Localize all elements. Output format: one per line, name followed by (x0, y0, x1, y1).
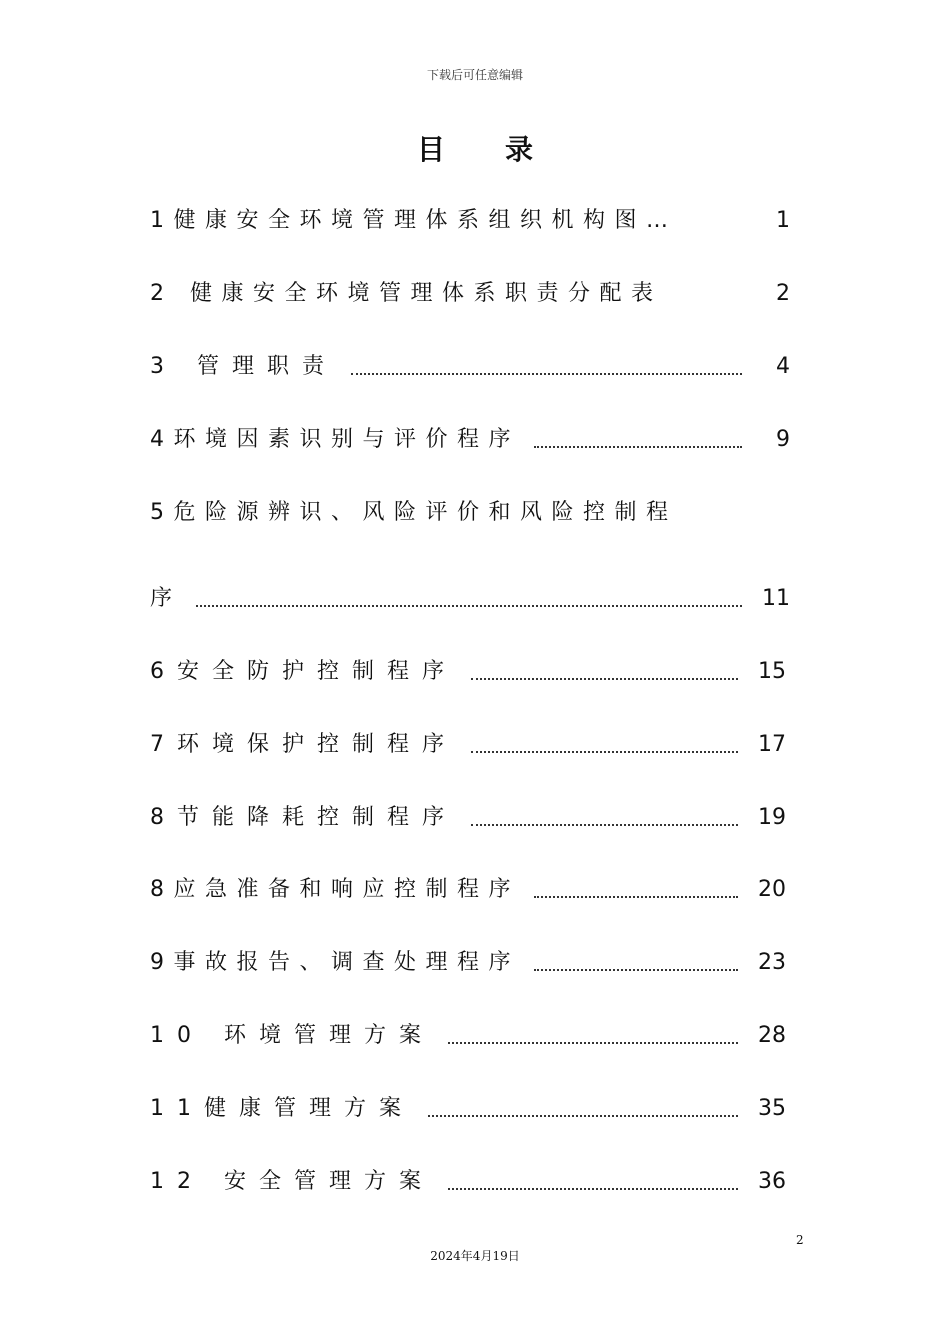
toc-entry[interactable] (150, 1018, 786, 1054)
toc-leader (351, 371, 742, 375)
toc-entry[interactable] (150, 872, 786, 908)
toc-entry[interactable] (150, 581, 790, 617)
toc-entry[interactable] (150, 654, 786, 690)
toc-entry-page: 35 (758, 1096, 786, 1121)
page-number: 2 (796, 1233, 804, 1247)
toc-entry-label: 序 (150, 586, 182, 611)
toc-leader (692, 519, 743, 521)
toc-entry-label: 11健康管理方案 (150, 1096, 414, 1121)
toc-entry[interactable] (150, 945, 786, 981)
toc-entry-label: 1健康安全环境管理体系组织机构图… (150, 208, 678, 233)
toc-leader (471, 822, 738, 826)
toc-entry-label: 8应急准备和响应控制程序 (150, 877, 520, 902)
toc-entry-label: 5危险源辨识、风险评价和风险控制程 (150, 500, 678, 525)
toc-entry-label: 4环境因素识别与评价程序 (150, 427, 520, 452)
toc-leader (428, 1113, 738, 1117)
toc-entry-page: 15 (758, 659, 786, 684)
toc-leader (471, 749, 738, 753)
toc-entry-label: 9事故报告、调查处理程序 (150, 950, 520, 975)
toc-entry-page: 9 (776, 427, 790, 452)
toc-entry-label: 8节能降耗控制程序 (150, 805, 457, 830)
toc-entry[interactable] (150, 422, 790, 458)
toc-entry[interactable] (150, 1091, 786, 1127)
toc-entry-page: 1 (776, 208, 790, 233)
toc-leader (692, 227, 743, 229)
toc-entry[interactable] (150, 495, 790, 531)
toc-entry-label: 6安全防护控制程序 (150, 659, 457, 684)
toc-entry[interactable] (150, 727, 786, 763)
toc-entry-page: 28 (758, 1023, 786, 1048)
toc-entry[interactable] (150, 1164, 786, 1200)
toc-entry-label: 3 管理职责 (150, 354, 337, 379)
toc-leader (471, 676, 738, 680)
toc-leader (534, 967, 738, 971)
toc-entry-label: 2 健康安全环境管理体系职责分配表 (150, 281, 663, 306)
toc-leader (448, 1186, 738, 1190)
toc-entry[interactable] (150, 276, 790, 312)
toc-entry-page: 23 (758, 950, 786, 975)
toc-entry[interactable] (150, 203, 790, 239)
toc-entry-page: 11 (762, 586, 790, 611)
toc-entry-page: 36 (758, 1169, 786, 1194)
toc-entry-page: 4 (776, 354, 790, 379)
footer-date: 2024年4月19日 (430, 1249, 520, 1263)
toc-entry-label: 10 环境管理方案 (150, 1023, 434, 1048)
toc-entry-label: 12 安全管理方案 (150, 1169, 434, 1194)
toc-leader (196, 603, 742, 607)
toc-entry[interactable] (150, 349, 790, 385)
toc-entry-page: 17 (758, 732, 786, 757)
toc-entry-page: 2 (776, 281, 790, 306)
toc-leader (534, 894, 738, 898)
toc-entry[interactable] (150, 800, 786, 836)
toc-leader (534, 444, 742, 448)
page-title: 目录 (416, 133, 593, 166)
toc-entry-page: 19 (758, 805, 786, 830)
toc-entry-label: 7环境保护控制程序 (150, 732, 457, 757)
toc-entry-page: 20 (758, 877, 786, 902)
toc-leader (448, 1040, 738, 1044)
toc-leader (677, 300, 743, 302)
page-header: 下载后可任意编辑 (426, 68, 523, 82)
